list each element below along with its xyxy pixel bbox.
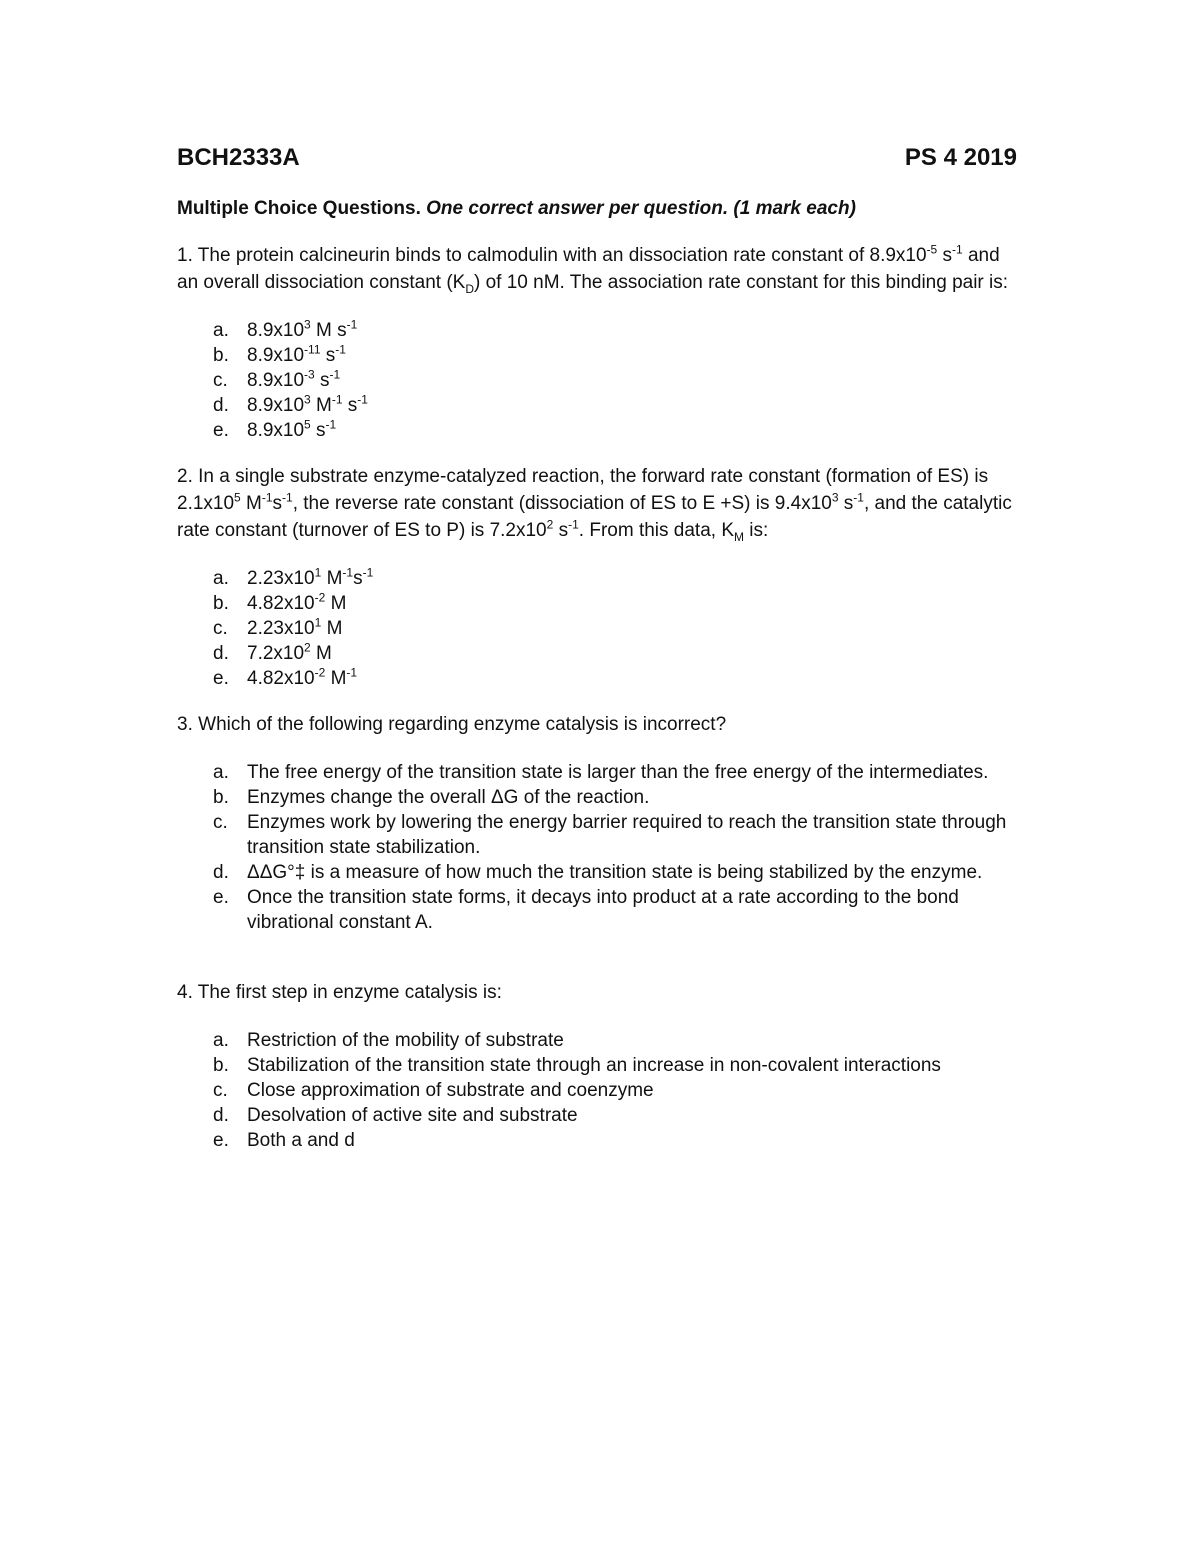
subscript: D xyxy=(465,281,474,296)
option-text: The free energy of the transition state is larger than the free energy of the intermediates. xyxy=(247,762,989,783)
question-number: 3. xyxy=(177,714,193,735)
question-4-stem xyxy=(177,979,1017,1006)
option-c xyxy=(213,810,1017,860)
question-3-stem xyxy=(177,711,1017,738)
stem-text: Which of the following regarding enzyme catalysis is incorrect? xyxy=(192,714,727,735)
option-text: ΔΔG°‡ is a measure of how much the transition state is being stabilized by the enzyme. xyxy=(247,862,983,883)
option-letter: d. xyxy=(213,395,229,416)
option-text: $8.9x10^5$ $s^{-1}$ xyxy=(247,417,337,441)
question-3 xyxy=(177,711,1017,935)
option-letter: b. xyxy=(213,787,229,808)
option-d xyxy=(213,860,1017,885)
question-2 xyxy=(177,463,1017,691)
option-text: $8.9x10^{-11}$ $s^{-1}$ xyxy=(247,342,346,366)
option-letter: b. xyxy=(213,593,229,614)
option-letter: b. xyxy=(213,345,229,366)
subscript: M xyxy=(734,529,745,544)
option-text: $4.82x10^{-2}$ $M^{-1}$ xyxy=(247,665,358,689)
stem-text: The first step in enzyme catalysis is: xyxy=(192,982,502,1003)
stem-text: , the reverse rate constant (dissociation of ES to E +S) is 9.4x10 xyxy=(292,493,832,514)
stem-text: s xyxy=(937,245,953,266)
course-code: BCH2333A xyxy=(177,144,300,171)
option-e xyxy=(213,1128,1017,1153)
option-text: Restriction of the mobility of substrate xyxy=(247,1030,564,1051)
option-a xyxy=(213,1028,1017,1053)
question-1-stem xyxy=(177,242,1017,296)
option-text: $8.9x10^3$ M $s^{-1}$ xyxy=(247,317,358,341)
exponent: -1 xyxy=(282,490,293,505)
option-e xyxy=(213,418,1017,443)
option-letter: d. xyxy=(213,1105,229,1126)
option-text: $7.2x10^2$ M xyxy=(247,640,332,664)
option-b xyxy=(213,343,1017,368)
option-letter: d. xyxy=(213,862,229,883)
option-text: Both a and d xyxy=(247,1130,355,1151)
exponent: 2 xyxy=(546,517,554,532)
question-1-options xyxy=(213,318,1017,443)
option-letter: b. xyxy=(213,1055,229,1076)
stem-text: s xyxy=(838,493,854,514)
option-letter: a. xyxy=(213,1030,229,1051)
option-c xyxy=(213,368,1017,393)
option-letter: a. xyxy=(213,320,229,341)
option-letter: c. xyxy=(213,1080,228,1101)
question-4 xyxy=(177,979,1017,1153)
page-header xyxy=(177,138,1017,178)
question-number: 2. xyxy=(177,466,193,487)
stem-text: In a single substrate enzyme-catalyzed reaction, the forward rate constant (formation of ES) is 2.1x10 xyxy=(177,466,989,514)
option-c xyxy=(213,1078,1017,1103)
option-a xyxy=(213,318,1017,343)
option-text: Desolvation of active site and substrate xyxy=(247,1105,578,1126)
question-2-options xyxy=(213,566,1017,691)
stem-text: s xyxy=(553,520,569,541)
option-text: Once the transition state forms, it decays into product at a rate according to the bond vibrational constant A. xyxy=(247,887,959,933)
exponent: -1 xyxy=(952,242,963,257)
option-a xyxy=(213,760,1017,785)
problem-set-label: PS 4 2019 xyxy=(904,144,1017,171)
exponent: -5 xyxy=(926,242,938,257)
option-letter: c. xyxy=(213,812,228,833)
stem-text: M xyxy=(240,493,262,514)
option-letter: a. xyxy=(213,568,229,589)
stem-text: is: xyxy=(744,520,769,541)
option-a xyxy=(213,566,1017,591)
document-page xyxy=(177,138,1017,1173)
option-letter: c. xyxy=(213,618,228,639)
exponent: 5 xyxy=(234,490,241,505)
option-letter: e. xyxy=(213,887,229,908)
option-b xyxy=(213,591,1017,616)
exponent: -1 xyxy=(853,490,864,505)
option-text: $8.9x10^{-3}$ $s^{-1}$ xyxy=(247,367,341,391)
question-number: 4. xyxy=(177,982,193,1003)
instructions xyxy=(177,196,1017,222)
option-letter: e. xyxy=(213,1130,229,1151)
option-e xyxy=(213,885,1017,935)
option-c xyxy=(213,616,1017,641)
question-1 xyxy=(177,242,1017,443)
option-text: Enzymes work by lowering the energy barrier required to reach the transition state through transition state stabilization. xyxy=(247,812,1007,858)
option-d xyxy=(213,393,1017,418)
instructions-rest: One correct answer per question. (1 mark each) xyxy=(426,198,856,219)
question-4-options xyxy=(213,1028,1017,1153)
option-b xyxy=(213,1053,1017,1078)
question-3-options xyxy=(213,760,1017,935)
exponent: -1 xyxy=(568,517,579,532)
option-b xyxy=(213,785,1017,810)
option-text: $4.82x10^{-2}$ M xyxy=(247,590,347,614)
option-text: Stabilization of the transition state through an increase in non-covalent interactions xyxy=(247,1055,941,1076)
option-text: $2.23x10^1$ M xyxy=(247,615,343,639)
option-d xyxy=(213,1103,1017,1128)
option-text: Close approximation of substrate and coenzyme xyxy=(247,1080,654,1101)
spacer xyxy=(177,955,1017,979)
stem-text: The protein calcineurin binds to calmodulin with an dissociation rate constant of 8.9x10 xyxy=(192,245,927,266)
option-text: Enzymes change the overall ΔG of the reaction. xyxy=(247,787,650,808)
question-2-stem xyxy=(177,463,1017,544)
option-text: $2.23x10^1$ $M^{-1}s^{-1}$ xyxy=(247,565,374,589)
instructions-lead: Multiple Choice Questions. xyxy=(177,198,421,219)
question-number: 1. xyxy=(177,245,193,266)
exponent: -1 xyxy=(261,490,273,505)
option-e xyxy=(213,666,1017,691)
option-text: $8.9x10^3$ $M^{-1}$ $s^{-1}$ xyxy=(247,392,368,416)
stem-text: ) of 10 nM. The association rate constant for this binding pair is: xyxy=(474,272,1009,293)
stem-text: , and the catalytic rate constant (turnover of ES to P) is 7.2x10 xyxy=(177,493,1012,541)
option-letter: e. xyxy=(213,668,229,689)
option-letter: d. xyxy=(213,643,229,664)
stem-text: and an overall dissociation constant (K xyxy=(177,245,1000,293)
stem-text: . From this data, K xyxy=(578,520,735,541)
option-letter: e. xyxy=(213,420,229,441)
stem-text: s xyxy=(272,493,283,514)
option-letter: c. xyxy=(213,370,228,391)
option-d xyxy=(213,641,1017,666)
exponent: 3 xyxy=(831,490,839,505)
option-letter: a. xyxy=(213,762,229,783)
